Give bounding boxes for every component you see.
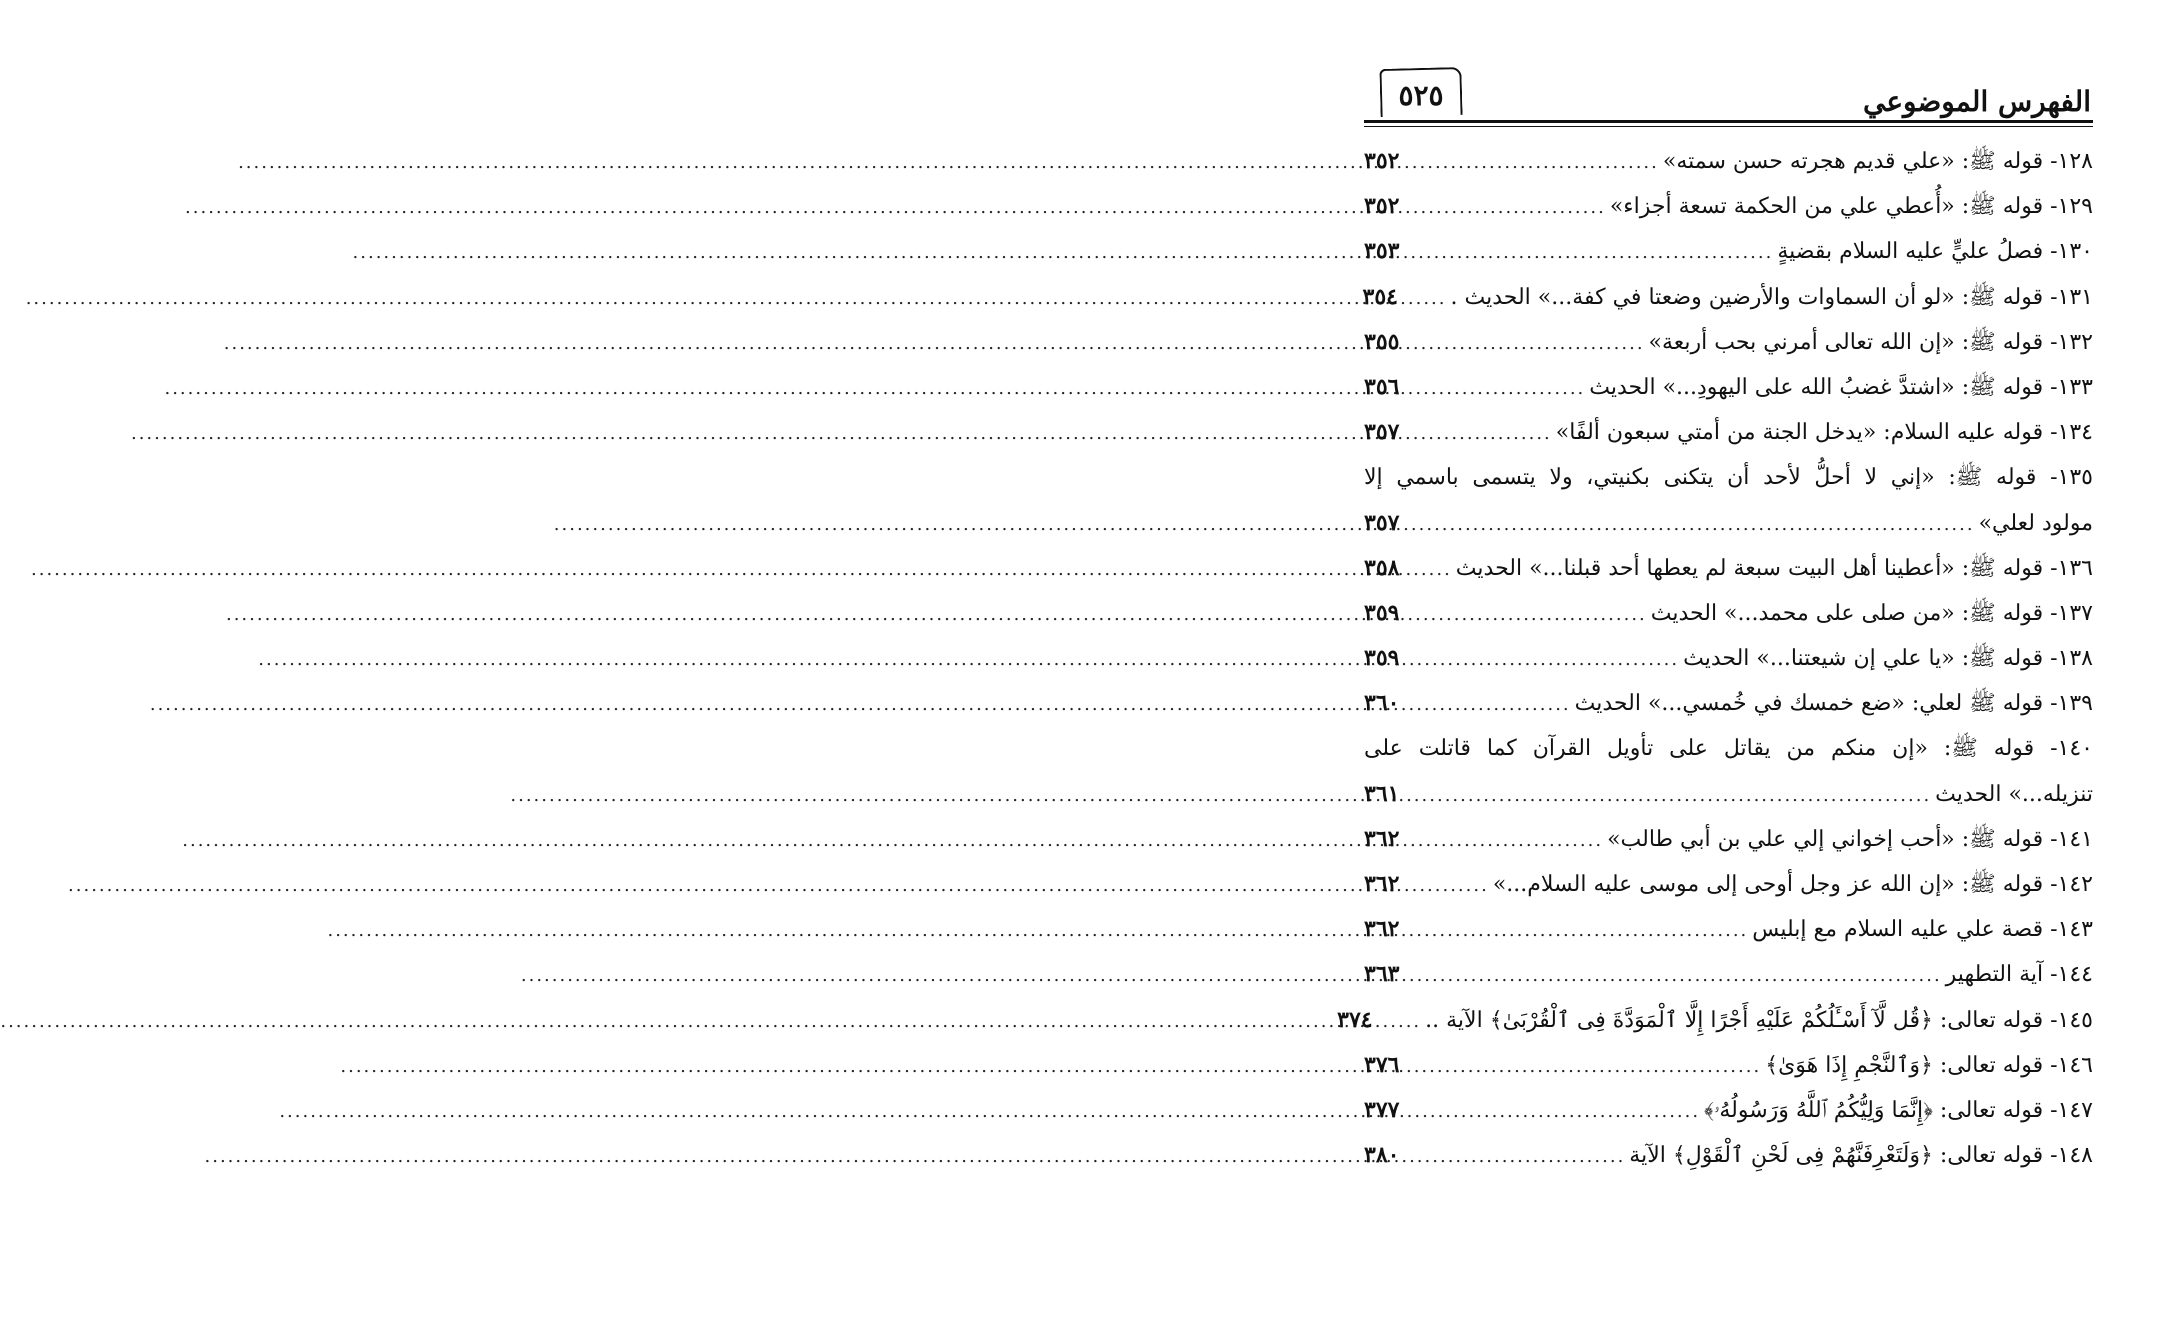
- toc-entry-page: ٣٧٤: [1337, 1006, 1373, 1033]
- toc-entry-title: ١٣٤- قوله عليه السلام: «يدخل الجنة من أمتي سبعون ألفًا»: [1555, 420, 2093, 446]
- toc-entry[interactable]: [1364, 952, 2093, 997]
- dot-leader: [1432, 547, 1452, 592]
- toc-entry-page: ٣٧٧: [1364, 1096, 1400, 1123]
- dot-leader: [1432, 230, 1773, 275]
- dot-leader: [1432, 140, 1659, 185]
- dot-leader: [1432, 1044, 1761, 1089]
- dot-leader: [1405, 999, 1421, 1044]
- toc-entry-title: ١٣٩- قوله ﷺ لعلي: «ضع خمسك في خُمسي...» الحديث: [1574, 691, 2093, 717]
- toc-entry-page: ٣٥٧: [1364, 419, 1400, 446]
- toc-entry-title: ١٤٢- قوله ﷺ: «إن الله عز وجل أوحى إلى موسى عليه السلام...»: [1492, 872, 2093, 897]
- toc-entry[interactable]: [1364, 275, 2093, 320]
- toc-entry-title: ١٤٣- قصة علي عليه السلام مع إبليس: [1752, 917, 2093, 943]
- toc-entry[interactable]: [1364, 726, 2093, 771]
- toc-entry-title: ١٤٤- آية التطهير: [1945, 962, 2093, 988]
- toc-entry[interactable]: [1364, 455, 2093, 500]
- toc-entry-page: ٣٥٤: [1362, 283, 1398, 310]
- dot-leader: [1432, 411, 1552, 456]
- toc-entry[interactable]: [1364, 862, 2093, 907]
- dot-leader: [1432, 908, 1748, 953]
- toc-entry[interactable]: [1364, 184, 2093, 229]
- toc-entry[interactable]: [1364, 139, 2093, 184]
- toc-entry[interactable]: [1364, 546, 2093, 591]
- toc-entry-title: ١٤٦- قوله تعالى: ﴿وَٱلنَّجْمِ إِذَا هَوَىٰ﴾: [1765, 1052, 2093, 1078]
- toc-entry-title: ١٤١- قوله ﷺ: «أحب إخواني إلي علي بن أبي طالب»: [1607, 826, 2093, 852]
- toc-entry-page: ٣٥٥: [1364, 328, 1400, 355]
- toc-entry-page: ٣٥٧: [1364, 509, 1400, 536]
- toc-entry-title: ١٢٩- قوله ﷺ: «أُعطي علي من الحكمة تسعة أجزاء»: [1609, 194, 2093, 220]
- toc-entry-title: ١٣٢- قوله ﷺ: «إن الله تعالى أمرني بحب أربعة»: [1648, 329, 2093, 355]
- toc-entry-title: ١٣٧- قوله ﷺ: «من صلى على محمد...» الحديث: [1650, 600, 2093, 626]
- toc-entry-page: ٣٥٣: [1364, 238, 1400, 265]
- dot-leader: [1432, 773, 1931, 818]
- toc-entry-title: ١٣١- قوله ﷺ: «لو أن السماوات والأرضين وضعتا في كفة...» الحديث .: [1450, 284, 2093, 310]
- toc-entry-page: ٣٥٩: [1364, 645, 1400, 672]
- toc-entry-page: ٣٦٠: [1364, 690, 1400, 717]
- toc-entry-continuation[interactable]: [1364, 501, 2093, 546]
- toc-entry-title: ١٤٧- قوله تعالى: ﴿إِنَّمَا وَلِيُّكُمُ ٱللَّهُ وَرَسُولُهُۥ﴾: [1704, 1097, 2093, 1123]
- page-number: ٥٢٥: [1398, 79, 1444, 112]
- toc-entry-title: ١٤٥- قوله تعالى: ﴿قُل لَّآ أَسْـَٔلُكُمْ عَلَيْهِ أَجْرًا إِلَّا ٱلْمَوَدَّةَ فِى ٱلْقُرْبَىٰ﴾ الآية ..: [1425, 1007, 2093, 1033]
- dot-leader: [1432, 185, 1606, 230]
- toc-entry[interactable]: [1364, 907, 2093, 952]
- dot-leader: [1432, 682, 1571, 727]
- toc-entry-title: مولود لعلي»: [1978, 510, 2093, 536]
- toc-entry-title: ١٣٣- قوله ﷺ: «اشتدَّ غضبُ الله على اليهودِ...» الحديث: [1589, 374, 2093, 400]
- toc-entry[interactable]: [1364, 817, 2093, 862]
- toc-entry-page: ٣٦٣: [1364, 961, 1400, 988]
- toc-entry[interactable]: [1364, 636, 2093, 681]
- toc-entry[interactable]: [1364, 365, 2093, 410]
- toc-entry-page: ٣٦٢: [1364, 825, 1400, 852]
- dot-leader: [1432, 863, 1489, 908]
- toc-entry-title: تنزيله...» الحديث: [1935, 781, 2093, 807]
- page-title: الفهرس الموضوعي: [1862, 85, 2091, 118]
- toc-entry-page: ٣٥٩: [1364, 599, 1400, 626]
- toc-entry-title: ١٣٦- قوله ﷺ: «أعطينا أهل البيت سبعة لم يعطها أحد قبلنا...» الحديث: [1455, 555, 2093, 581]
- page-header: [1366, 68, 2091, 128]
- toc-entry[interactable]: [1364, 229, 2093, 274]
- toc-entry-page: ٣٦٢: [1364, 871, 1400, 897]
- dot-leader: [1432, 953, 1942, 998]
- dot-leader: [1432, 1089, 1700, 1134]
- toc-entry[interactable]: [1364, 1133, 2093, 1178]
- toc-entry-title: ١٣٥- قوله ﷺ: «إني لا أحلُّ لأحد أن يتكنى بكنيتي، ولا يتسمى باسمي إلا: [1364, 465, 2093, 491]
- toc-entry[interactable]: [1364, 410, 2093, 455]
- toc-entry[interactable]: [1337, 998, 2093, 1043]
- toc-entry-title: ١٢٨- قوله ﷺ: «علي قديم هجرته حسن سمته»: [1662, 149, 2093, 174]
- toc-entry-title: ١٤٠- قوله ﷺ: «إن منكم من يقاتل على تأويل القرآن كما قاتلت على: [1364, 736, 2093, 762]
- dot-leader: [1432, 637, 1679, 682]
- dot-leader: [1432, 366, 1585, 411]
- table-of-contents: [1337, 139, 2093, 1178]
- dot-leader: [1432, 818, 1603, 863]
- toc-entry-page: ٣٦٢: [1364, 916, 1400, 943]
- dot-leader: [1432, 1134, 1625, 1179]
- toc-entry-page: ٣٥٨: [1364, 554, 1400, 581]
- toc-entry-page: ٣٦١: [1364, 780, 1400, 807]
- toc-entry-page: ٣٧٦: [1364, 1051, 1400, 1078]
- dot-leader: [1432, 321, 1645, 366]
- toc-entry[interactable]: [1364, 1088, 2093, 1133]
- dot-leader: [1432, 592, 1647, 637]
- toc-entry-page: ٣٨٠: [1364, 1142, 1400, 1169]
- dot-leader: [1431, 276, 1447, 321]
- toc-entry[interactable]: [1364, 591, 2093, 636]
- toc-entry-page: ٣٥٢: [1364, 193, 1400, 220]
- toc-entry-title: ١٤٨- قوله تعالى: ﴿وَلَتَعْرِفَنَّهُمْ فِى لَحْنِ ٱلْقَوْلِ﴾ الآية: [1629, 1143, 2093, 1169]
- toc-entry-title: ١٣٨- قوله ﷺ: «يا علي إن شيعتنا...» الحديث: [1683, 646, 2093, 672]
- header-rule: [1364, 120, 2093, 123]
- toc-entry-page: ٣٥٢: [1364, 148, 1400, 174]
- toc-entry-continuation[interactable]: [1364, 772, 2093, 817]
- header-rule-thin: [1364, 126, 2093, 127]
- toc-entry[interactable]: [1364, 320, 2093, 365]
- toc-entry[interactable]: [1364, 1043, 2093, 1088]
- dot-leader: [1432, 502, 1975, 547]
- toc-entry-page: ٣٥٦: [1364, 373, 1400, 400]
- toc-entry-title: ١٣٠- فصلُ عليٍّ عليه السلام بقضيةٍ: [1777, 239, 2093, 265]
- toc-entry[interactable]: [1364, 681, 2093, 726]
